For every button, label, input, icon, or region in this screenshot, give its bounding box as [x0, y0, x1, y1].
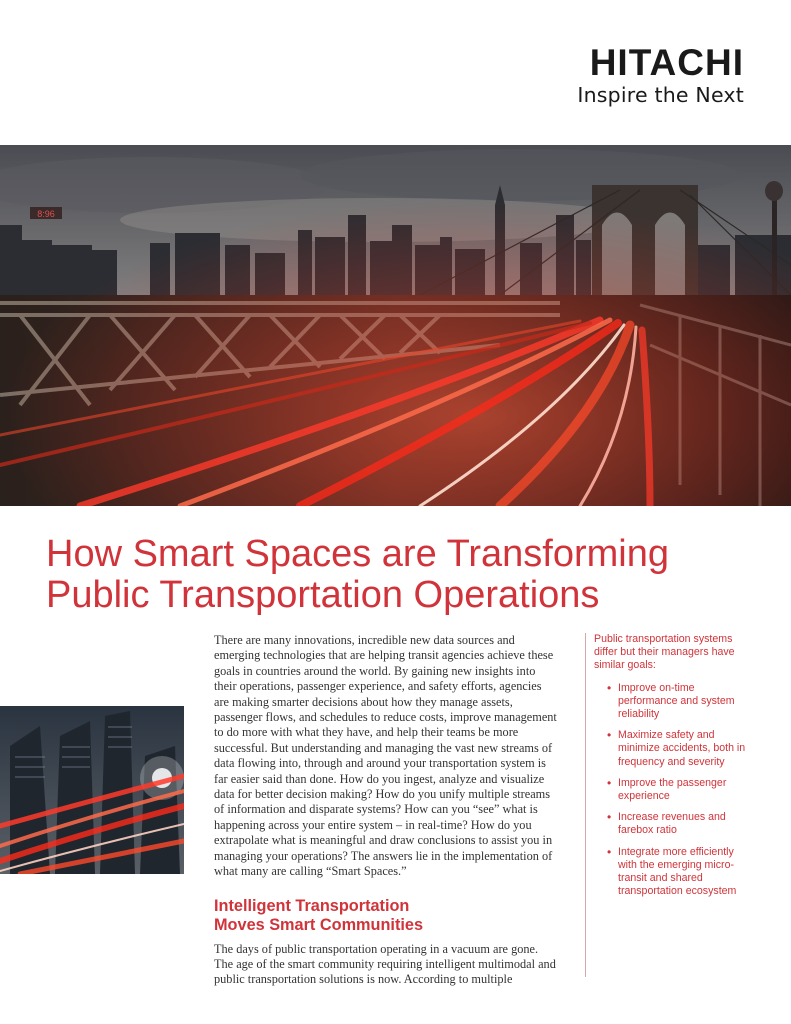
- sidebar-intro: Public transportation systems differ but their managers have similar goals:: [594, 633, 735, 672]
- city-light-trails-photo: [0, 706, 184, 874]
- title-line-1: How Smart Spaces are Transforming: [46, 533, 670, 575]
- intro-paragraph: There are many innovations, incredible new data sources and emerging technologies that are helping transit agencies achieve these goals in countries around the world. By gaining new insights into their operations, passenger experience, and safety efforts, agencies are making smarter decisions about how they manage assets, passenger flows, and schedules to reduce costs, improve management to do more with what they have, and help their teams be more successful. But understanding and managing the vast new streams of data flowing into, through and around your transportation system is far easier said than done. How do you ingest, analyze and visualize data for better decision making? How do you unify multiple streams of information and disparate systems? How can you “see” what is happening across your entire system – in real-time? How do you extrapolate what is meaningful and draw conclusions to assist you in managing your operations? The answers lie in the implementation of what many are calling “Smart Spaces.”: [214, 633, 557, 879]
- column-divider: [585, 633, 586, 977]
- section-heading: [214, 897, 559, 935]
- section-heading-line-2: Moves Smart Communities: [214, 915, 423, 934]
- second-paragraph: The days of public transportation operating in a vacuum are gone. The age of the smart community requiring intelligent multimodal and public transportation solutions is now. According to multiple: [214, 941, 556, 987]
- hero-photo: [0, 145, 791, 506]
- main-column: [214, 633, 559, 988]
- section-heading-line-1: Intelligent Transportation: [214, 896, 410, 915]
- goal-item: • Improve the passenger experience: [594, 777, 754, 803]
- brand-name: HITACHI: [589, 42, 744, 83]
- goal-item: • Increase revenues and farebox ratio: [594, 811, 754, 837]
- goal-item: • Maximize safety and minimize accidents, both in frequency and severity: [594, 729, 754, 769]
- page-title: [46, 534, 766, 616]
- brand-tagline: Inspire the Next: [577, 83, 744, 107]
- goals-sidebar: [594, 633, 754, 906]
- hitachi-logo: [577, 44, 744, 107]
- title-line-2: Public Transportation Operations: [46, 574, 600, 616]
- goals-list: [594, 682, 754, 899]
- goal-item: • Improve on-time performance and system reliability: [594, 682, 754, 722]
- goal-item: • Integrate more efficiently with the emerging micro-transit and shared transportation ecosystem: [594, 846, 754, 899]
